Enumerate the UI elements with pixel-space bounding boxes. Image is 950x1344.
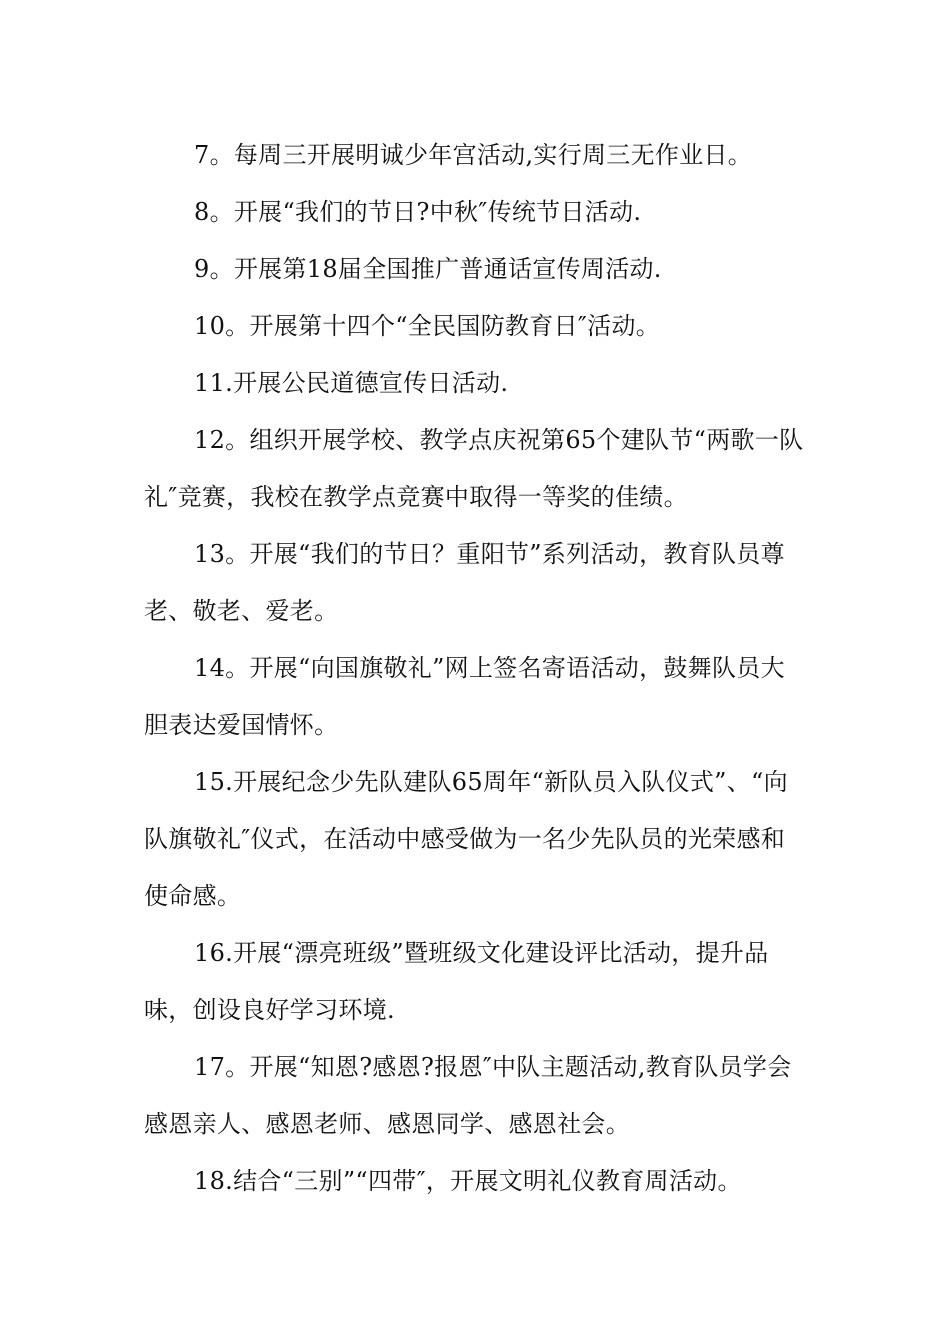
paragraph-item-15: 15.开展纪念少先队建队65周年“新队员入队仪式”、“向队旗敬礼″仪式，在活动中感受做为一名少先队员的光荣感和使命感。: [144, 768, 788, 910]
paragraph-item-17: 17。开展“知恩?感恩?报恩″中队主题活动,教育队员学会感恩亲人、感恩老师、感恩同学、感恩社会。: [144, 1053, 792, 1138]
paragraph-item-18: 18.结合“三别”“四带″，开展文明礼仪教育周活动。: [194, 1167, 742, 1195]
paragraph-item-13: 13。开展“我们的节日？重阳节”系列活动，教育队员尊老、敬老、爱老。: [144, 540, 785, 625]
paragraph-item-8: 8。开展“我们的节日?中秋″传统节日活动.: [194, 198, 642, 226]
paragraph-item-9: 9。开展第18届全国推广普通话宣传周活动.: [194, 255, 662, 283]
paragraph-item-12: 12。组织开展学校、教学点庆祝第65个建队节“两歌一队礼″竞赛，我校在教学点竞赛中取得一等奖的佳绩。: [144, 426, 804, 511]
paragraph-item-10: 10。开展第十四个“全民国防教育日″活动。: [194, 312, 661, 340]
document-body: [144, 127, 809, 1210]
paragraph-item-7: 7。每周三开展明诚少年宫活动,实行周三无作业日。: [194, 141, 753, 169]
paragraph-item-14: 14。开展“向国旗敬礼”网上签名寄语活动，鼓舞队员大胆表达爱国情怀。: [144, 654, 785, 739]
paragraph-item-16: 16.开展“漂亮班级”暨班级文化建设评比活动，提升品味，创设良好学习环境.: [144, 939, 769, 1024]
paragraph-item-11: 11.开展公民道德宣传日活动.: [194, 369, 509, 397]
